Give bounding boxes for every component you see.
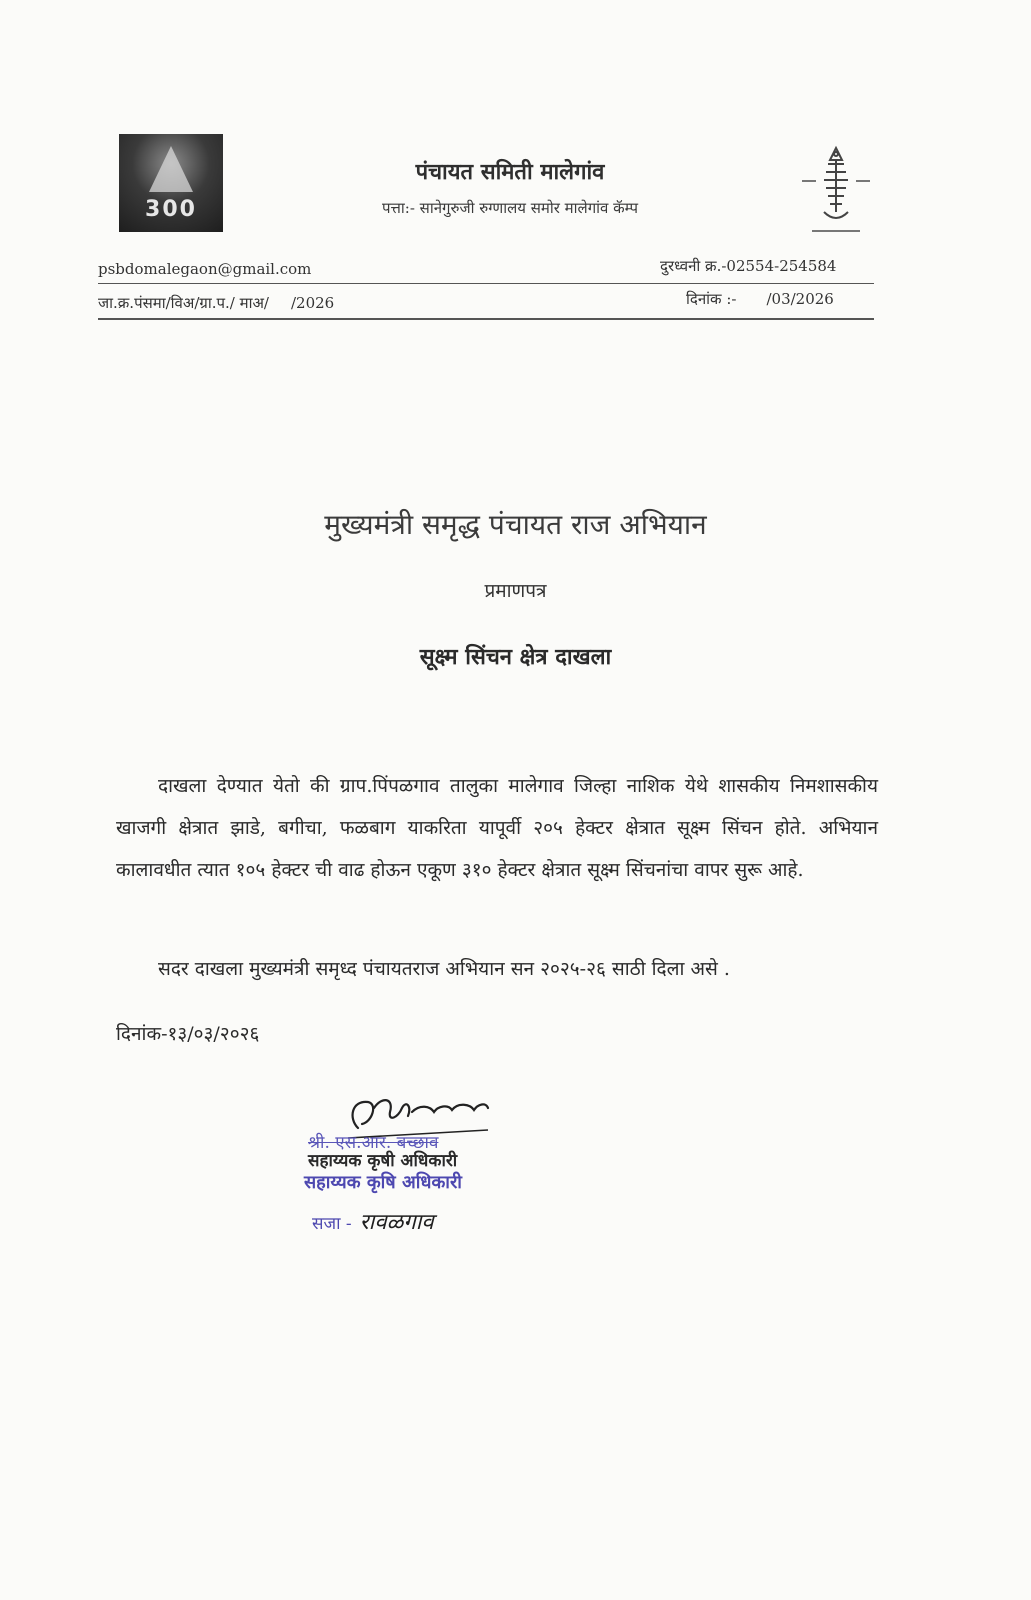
organization-address: पत्ता:- सानेगुरुजी रुग्णालय समोर मालेगांव कॅम्प [382, 199, 638, 217]
certificate-heading: प्रमाणपत्र [484, 580, 547, 602]
issue-date: दिनांक-१३/०३/२०२६ [116, 1023, 260, 1045]
certificate-subject: सूक्ष्म सिंचन क्षेत्र दाखला [419, 644, 612, 670]
reference-prefix: जा.क्र.पंसमा/विअ/ग्रा.प./ माअ/ [98, 294, 269, 312]
emblem-icon [798, 140, 874, 240]
certificate-purpose: सदर दाखला मुख्यमंत्री समृध्द पंचायतराज अभियान सन २०२५-२६ साठी दिला असे . [158, 958, 730, 980]
date-value: /03/2026 [766, 290, 834, 308]
logo-figure-icon [149, 146, 193, 192]
date-label: दिनांक :- [686, 290, 737, 308]
email-address: psbdomalegaon@gmail.com [98, 260, 312, 278]
officer-name-stamp: श्री. एस.आर. बच्छाव [308, 1133, 439, 1153]
officer-designation: सहाय्यक कृषी अधिकारी [308, 1151, 458, 1171]
reference-date [686, 289, 834, 309]
reference-number [98, 293, 334, 313]
phone-number: दुरध्वनी क्र.-02554-254584 [660, 257, 837, 275]
reference-year: /2026 [290, 294, 335, 312]
certificate-body: दाखला देण्यात येतो की ग्राप.पिंपळगाव तालुका मालेगाव जिल्हा नाशिक येथे शासकीय निमशासकीय खाजगी क्षेत्रात झाडे, बगीचा, फळबाग याकरिता यापूर्वी २०५ हेक्टर क्षेत्रात सूक्ष्म सिंचन होते. अभियान कालावधीत त्यात १०५ हेक्टर ची वाढ होऊन एकूण ३१० हेक्टर क्षेत्रात सूक्ष्म सिंचनांचा वापर सुरू आहे. [116, 775, 878, 881]
header-divider-top [98, 283, 874, 284]
emblem-logo [798, 140, 874, 240]
header-divider-bottom [98, 318, 874, 320]
campaign-title: मुख्यमंत्री समृद्ध पंचायत राज अभियान [324, 508, 707, 541]
designation-stamp: सहाय्यक कृषि अधिकारी [304, 1172, 462, 1193]
saja-line [312, 1206, 434, 1236]
saja-place: रावळगाव [359, 1210, 434, 1235]
saja-label: सजा - [312, 1214, 352, 1234]
logo-number: 300 [145, 197, 197, 222]
anniversary-logo [119, 134, 223, 232]
organization-name: पंचायत समिती मालेगांव [415, 159, 605, 185]
